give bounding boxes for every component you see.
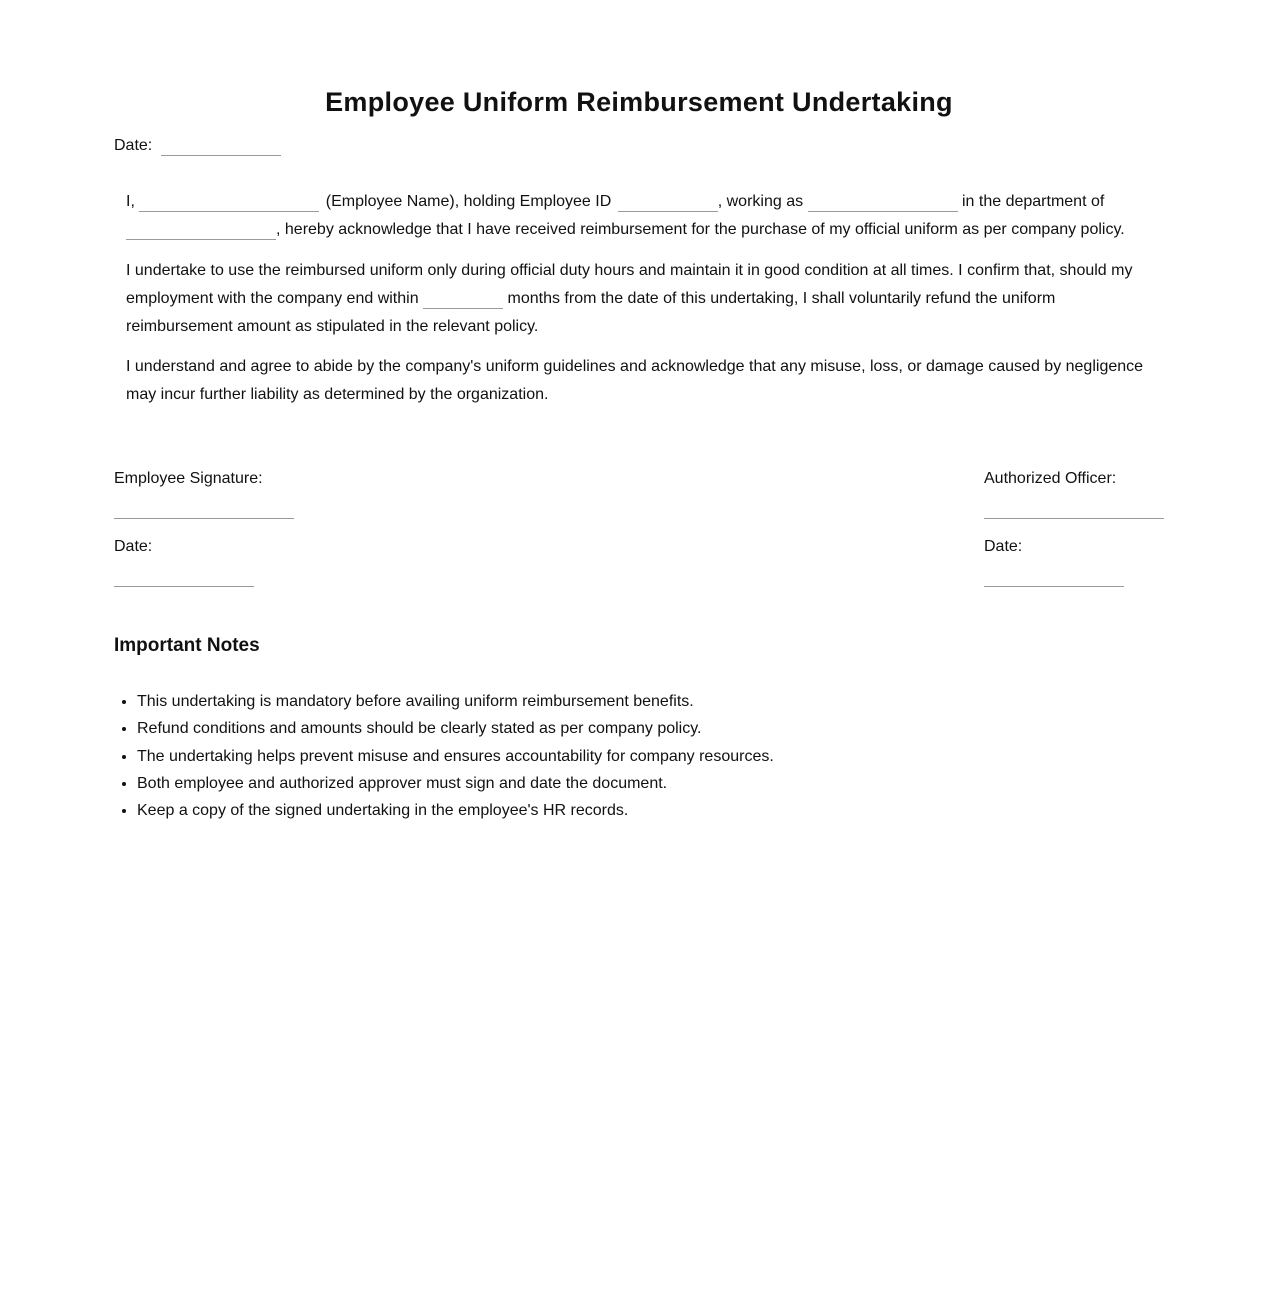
p1-text-name-caption: (Employee Name), holding Employee ID xyxy=(325,193,612,210)
agreement-paragraph: I understand and agree to abide by the company's uniform guidelines and acknowledge that any misuse, loss, or damage caused by negligence may incur further liability as determined by the organization. xyxy=(126,358,1144,403)
list-item: • Both employee and authorized approver must sign and date the document. xyxy=(137,770,774,797)
employee-name-field[interactable] xyxy=(139,191,319,212)
employee-signature-line[interactable] xyxy=(114,518,294,519)
p1-text-acknowledge: , hereby acknowledge that I have received reimbursement for the purchase of my official uniform as per company policy. xyxy=(276,221,1125,238)
officer-date-line[interactable] xyxy=(984,586,1124,587)
employee-signature-label: Employee Signature: xyxy=(114,470,263,487)
notes-list xyxy=(114,688,774,824)
list-item: • The undertaking helps prevent misuse and ensures accountability for company resources. xyxy=(137,743,774,770)
employee-id-field[interactable] xyxy=(618,191,718,212)
employee-date-label: Date: xyxy=(114,538,153,555)
p1-text-department: in the department of xyxy=(962,193,1105,210)
designation-field[interactable] xyxy=(808,191,958,212)
top-date-field[interactable] xyxy=(161,135,281,156)
p2-text-end: months from the date of this undertaking, I shall voluntarily refund the uniform reimbursement amount as stipulated in the relevant policy. xyxy=(126,290,1056,335)
department-field[interactable] xyxy=(126,219,276,240)
p2-text-start: I undertake to use the reimbursed uniform only during official duty hours and maintain it in good condition at all times. I confirm that, should my employment with the company end within xyxy=(126,262,1133,307)
months-field[interactable] xyxy=(423,288,503,309)
p1-text-working-as: , working as xyxy=(717,193,804,210)
document-title: Employee Uniform Reimbursement Undertaking xyxy=(325,87,953,117)
officer-signature-label: Authorized Officer: xyxy=(984,470,1117,487)
p1-text-intro: I, xyxy=(126,193,135,210)
list-item: • Refund conditions and amounts should be clearly stated as per company policy. xyxy=(137,715,774,742)
top-date-row xyxy=(114,135,281,156)
officer-signature-line[interactable] xyxy=(984,518,1164,519)
notes-heading: Important Notes xyxy=(114,635,260,656)
undertaking-paragraph xyxy=(126,257,1156,341)
list-item: • Keep a copy of the signed undertaking in the employee's HR records. xyxy=(137,797,774,824)
top-date-label: Date: xyxy=(114,137,153,154)
acknowledgement-paragraph xyxy=(126,188,1156,244)
list-item: • This undertaking is mandatory before availing uniform reimbursement benefits. xyxy=(137,688,774,715)
employee-date-line[interactable] xyxy=(114,586,254,587)
officer-date-label: Date: xyxy=(984,538,1023,555)
